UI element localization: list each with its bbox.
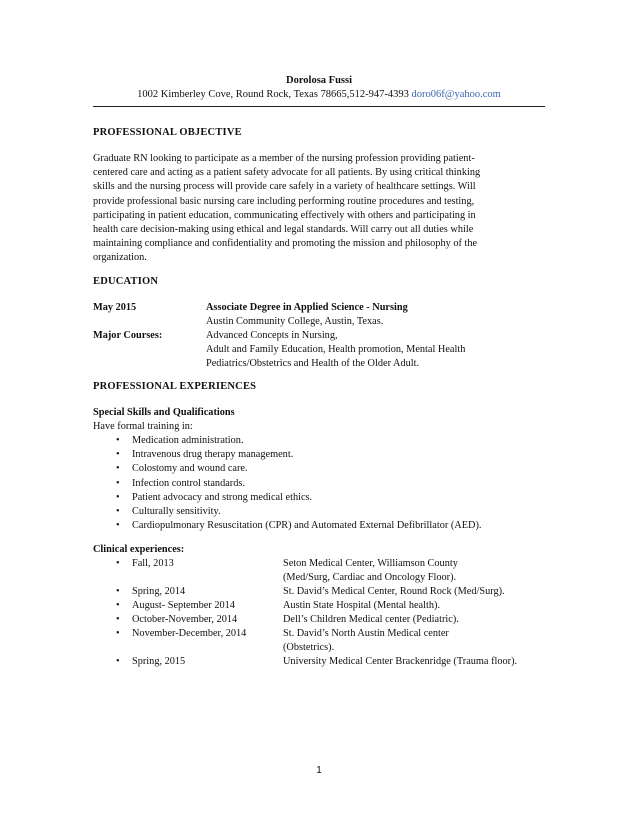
bullet-icon: • (116, 491, 120, 503)
bullet-icon: • (116, 520, 120, 532)
bullet-icon: • (116, 449, 120, 461)
header-divider (93, 106, 545, 107)
list-item (116, 477, 481, 491)
skill-text: Colostomy and wound care. (132, 463, 248, 475)
bullet-icon: • (116, 586, 120, 597)
school-name: Austin Community College, Austin, Texas. (206, 316, 384, 327)
skills-intro: Have formal training in: (93, 421, 193, 432)
list-item (116, 434, 481, 448)
clinical-place: Seton Medical Center, Williamson County (283, 558, 458, 569)
clinical-place: University Medical Center Brackenridge (Trauma floor). (283, 656, 518, 667)
course-line: Adult and Family Education, Health promotion, Mental Health (206, 344, 466, 355)
clinical-date: October-November, 2014 (132, 614, 238, 625)
education-heading: EDUCATION (93, 276, 159, 287)
skill-text: Cardiopulmonary Resuscitation (CPR) and Automated External Defibrillator (AED). (132, 520, 482, 532)
clinical-place: St. David’s Medical Center, Round Rock (Med/Surg). (283, 586, 505, 597)
skill-text: Patient advocacy and strong medical ethics. (132, 491, 313, 503)
list-item (116, 462, 481, 476)
bullet-icon: • (116, 505, 120, 517)
bullet-icon: • (116, 558, 120, 569)
page-number: 1 (316, 765, 322, 776)
skills-heading: Special Skills and Qualifications (93, 407, 235, 418)
course-line: Pediatrics/Obstetrics and Health of the Older Adult. (206, 358, 420, 369)
bullet-icon: • (116, 628, 120, 639)
skill-text: Intravenous drug therapy management. (132, 449, 294, 461)
courses-label: Major Courses: (93, 330, 163, 341)
list-item (116, 448, 481, 462)
contact-line (0, 89, 638, 100)
objective-line: maintaining compliance and confidentiality and promoting the mission and philosophy of the (93, 238, 478, 250)
list-item (116, 505, 481, 519)
clinical-heading: Clinical experiences: (93, 544, 185, 555)
bullet-icon: • (116, 477, 120, 489)
list-item (116, 491, 481, 505)
candidate-name: Dorolosa Fussi (285, 75, 353, 86)
skills-list (116, 434, 481, 533)
bullet-icon: • (116, 614, 120, 625)
contact-address-phone: 1002 Kimberley Cove, Round Rock, Texas 78665,512-947-4393 (137, 89, 412, 100)
objective-line: organization. (93, 252, 147, 264)
clinical-date: November-December, 2014 (132, 628, 247, 639)
clinical-place-detail: (Obstetrics). (283, 642, 335, 653)
bullet-icon: • (116, 600, 120, 611)
objective-line: participating in patient education, communicating effectively with others and participating in (93, 209, 476, 221)
email-link[interactable]: doro06f@yahoo.com (411, 89, 501, 100)
clinical-place: Dell’s Children Medical center (Pediatric). (283, 614, 459, 625)
objective-line: skills and the nursing process will provide care safely in a variety of healthcare settings. Will (93, 181, 476, 193)
course-line: Advanced Concepts in Nursing, (206, 330, 338, 341)
education-date: May 2015 (93, 302, 137, 313)
objective-line: centered care and acting as a patient safety advocate for all patients. By using critical thinking (93, 167, 481, 179)
list-item (116, 519, 481, 533)
experience-heading: PROFESSIONAL EXPERIENCES (93, 381, 257, 392)
objective-paragraph (93, 152, 545, 266)
clinical-date: Spring, 2014 (132, 586, 186, 597)
clinical-place: St. David’s North Austin Medical center (283, 628, 449, 639)
clinical-date: August- September 2014 (132, 600, 235, 611)
bullet-icon: • (116, 435, 120, 446)
clinical-place: Austin State Hospital (Mental health). (283, 600, 440, 611)
objective-line: provide professional basic nursing care including performing routine procedures and testing, (93, 195, 475, 207)
skill-text: Culturally sensitivity. (132, 505, 221, 517)
bullet-icon: • (116, 656, 120, 667)
objective-line: Graduate RN looking to participate as a member of the nursing profession providing patient- (93, 153, 475, 164)
skill-text: Infection control standards. (132, 477, 245, 489)
clinical-place-detail: (Med/Surg, Cardiac and Oncology Floor). (283, 572, 457, 583)
skill-text: Medication administration. (132, 435, 244, 446)
objective-heading: PROFESSIONAL OBJECTIVE (93, 127, 242, 138)
clinical-date: Fall, 2013 (132, 558, 174, 569)
bullet-icon: • (116, 463, 120, 475)
degree-title: Associate Degree in Applied Science - Nursing (206, 302, 408, 313)
objective-line: health care decision-making using ethical and legal standards. Will carry out all duties while (93, 224, 474, 236)
clinical-date: Spring, 2015 (132, 656, 186, 667)
